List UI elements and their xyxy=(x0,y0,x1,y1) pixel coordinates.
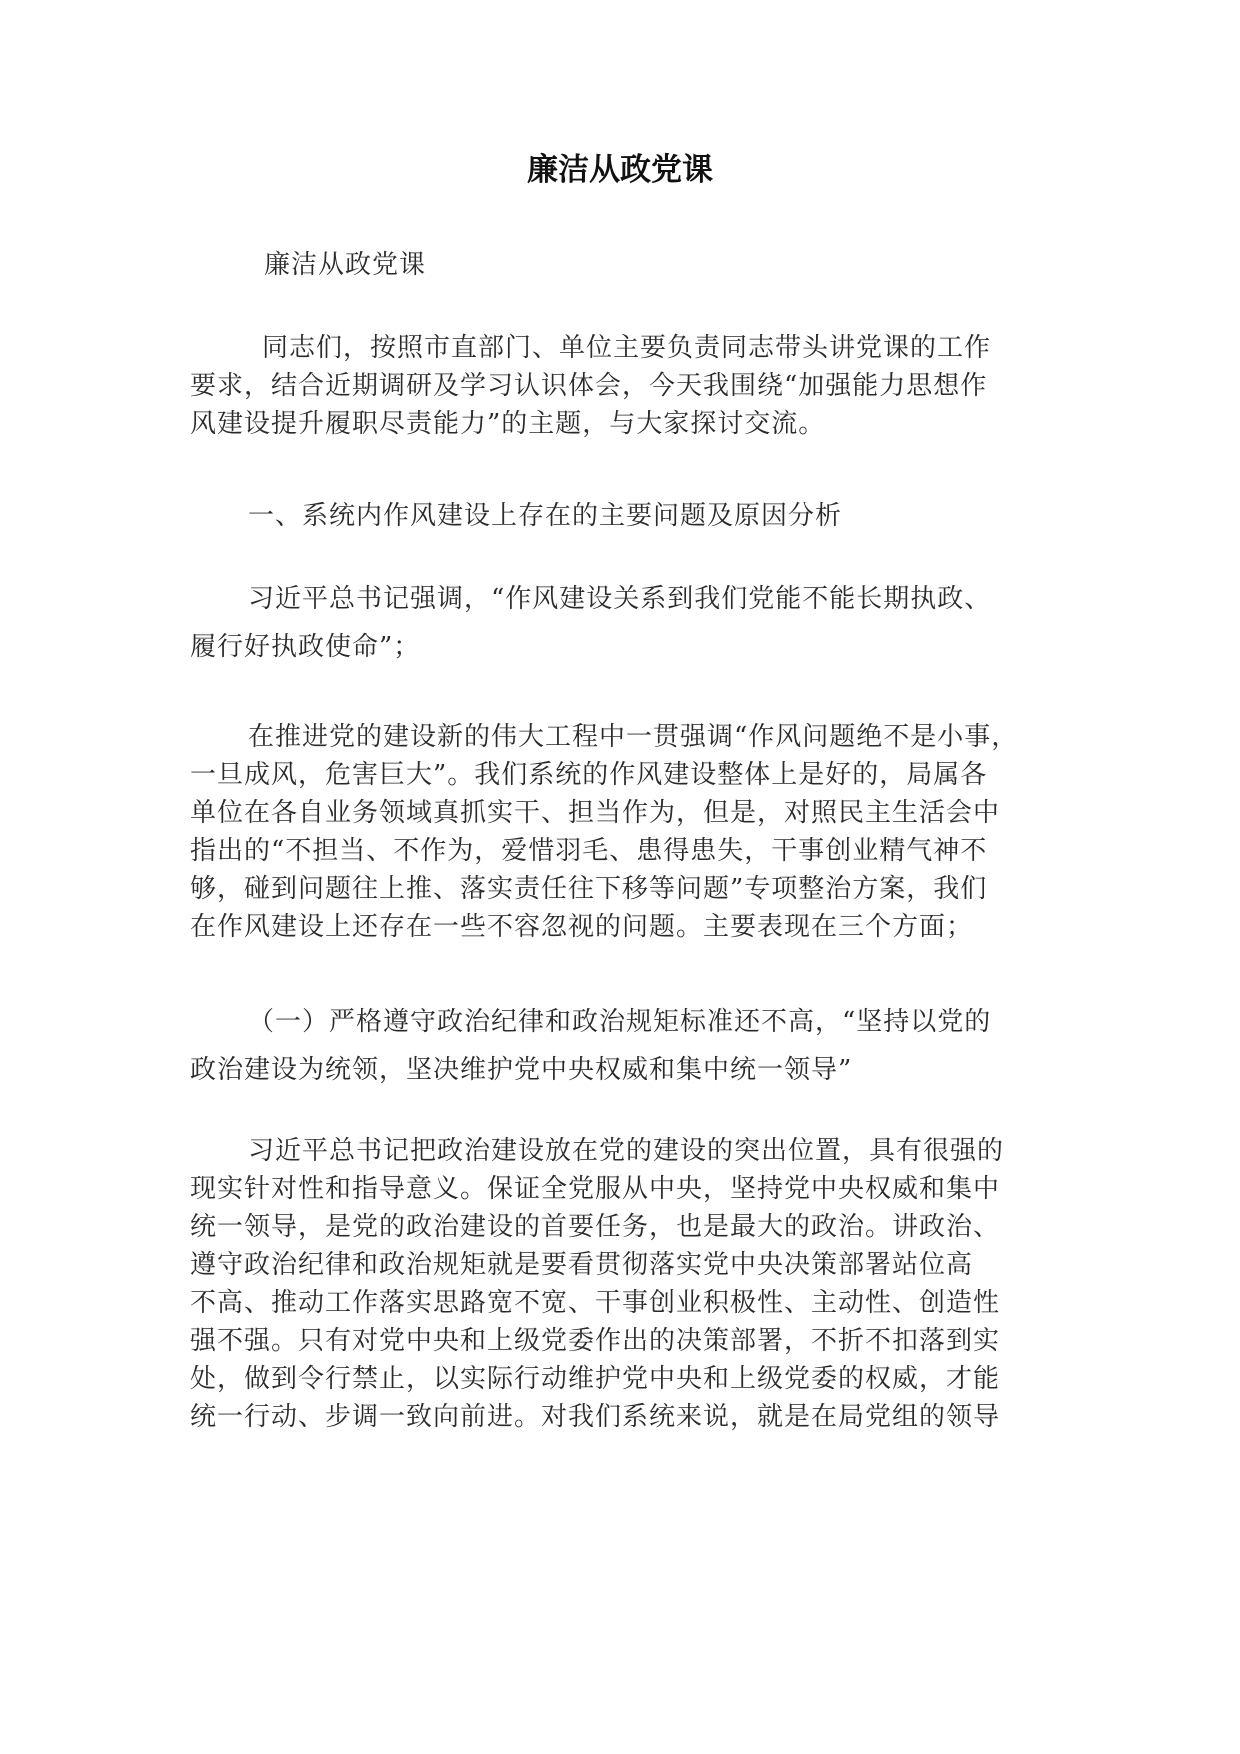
paragraph-line: 风建设提升履职尽责能力”的主题，与大家探讨交流。 xyxy=(190,409,826,439)
section-heading-1 xyxy=(190,497,1128,535)
paragraph-line: 政治建设为统领，坚决维护党中央权威和集中统一领导” xyxy=(190,1055,853,1085)
intro-paragraph xyxy=(190,329,1070,443)
paragraph-line: 一、系统内作风建设上存在的主要问题及原因分析 xyxy=(248,501,843,531)
paragraph-line: 习近平总书记把政治建设放在党的建设的突出位置，具有很强的 xyxy=(248,1136,1005,1166)
paragraph-line: 遵守政治纪律和政治规矩就是要看贯彻落实党中央决策部署站位高 xyxy=(190,1250,974,1280)
subsection-heading-1 xyxy=(190,998,1070,1094)
paragraph-line: 统一行动、步调一致向前进。对我们系统来说，就是在局党组的领导 xyxy=(190,1402,1001,1432)
paragraph-line: 够，碰到问题往上推、落实责任往下移等问题”专项整治方案，我们 xyxy=(190,874,988,904)
document-title: 廉洁从政党课 xyxy=(527,152,713,188)
paragraph-line: 指出的“不担当、不作为，爱惜羽毛、患得患失，干事创业精气神不 xyxy=(190,836,988,866)
paragraph-line: 廉洁从政党课 xyxy=(264,250,427,280)
body-paragraph-1 xyxy=(190,718,1070,946)
paragraph-line: 不高、推动工作落实思路宽不宽、干事创业积极性、主动性、创造性 xyxy=(190,1288,1001,1318)
paragraph-line: 同志们，按照市直部门、单位主要负责同志带头讲党课的工作 xyxy=(262,333,992,363)
quote-paragraph xyxy=(190,575,1070,671)
paragraph-line: 现实针对性和指导意义。保证全党服从中央，坚持党中央权威和集中 xyxy=(190,1174,1001,1204)
paragraph-line: 履行好执政使命”； xyxy=(190,632,421,662)
paragraph-line: 统一领导，是党的政治建设的首要任务，也是最大的政治。讲政治、 xyxy=(190,1212,1001,1242)
paragraph-line: （一）严格遵守政治纪律和政治规矩标准还不高，“坚持以党的 xyxy=(248,1007,992,1037)
paragraph-line: 在推进党的建设新的伟大工程中一贯强调“作风问题绝不是小事， xyxy=(248,722,1019,752)
body-paragraph-2 xyxy=(190,1132,1070,1436)
subtitle-paragraph xyxy=(190,246,1144,284)
paragraph-line: 单位在各自业务领域真抓实干、担当作为，但是，对照民主生活会中 xyxy=(190,798,1001,828)
paragraph-line: 要求，结合近期调研及学习认识体会，今天我围绕“加强能力思想作 xyxy=(190,371,988,401)
paragraph-line: 强不强。只有对党中央和上级党委作出的决策部署，不折不扣落到实 xyxy=(190,1326,1001,1356)
paragraph-line: 习近平总书记强调，“作风建设关系到我们党能不能长期执政、 xyxy=(248,584,992,614)
paragraph-line: 在作风建设上还存在一些不容忽视的问题。主要表现在三个方面； xyxy=(190,912,974,942)
paragraph-line: 处，做到令行禁止，以实际行动维护党中央和上级党委的权威，才能 xyxy=(190,1364,1001,1394)
paragraph-line: 一旦成风，危害巨大”。我们系统的作风建设整体上是好的，局属各 xyxy=(190,760,988,790)
